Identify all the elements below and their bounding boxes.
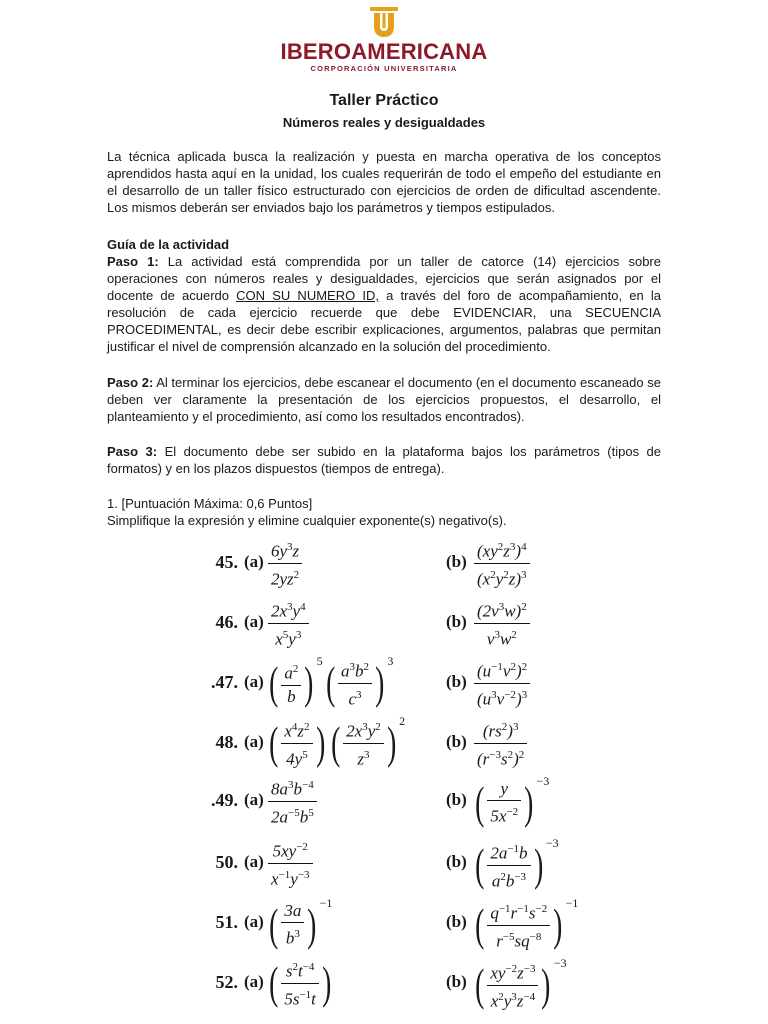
- exercise-number: 50.: [215, 852, 238, 872]
- paso-1-text-a: La actividad está comprendida por un taller de catorce (14) ejercicios sobre operaciones con números reales y desigualdades, ejercicios que serán asignados por el docente de acuerdo: [107, 254, 661, 303]
- part-b-label: (b): [446, 790, 467, 809]
- intro-paragraph: [107, 148, 661, 216]
- part-b-label: (b): [446, 672, 467, 691]
- part-a-label: (a): [244, 852, 264, 871]
- expression-48a: ( $\frac{x^4z^2}{4y^5}$ ) ( $\frac{2x^3y^2}{z^3}$ ) $^2$: [269, 714, 406, 769]
- activity-guide: [107, 236, 661, 355]
- expression-51a: ( $\frac{3a}{b^3}$ ) $^{-1}$: [269, 896, 333, 951]
- paso-2-label: Paso 2:: [107, 375, 154, 390]
- university-shield-icon: [368, 6, 400, 40]
- part-b-label: (b): [446, 552, 467, 571]
- expression-52b: ( $\frac{xy^{-2}z^{-3}}{x^2y^3z^{-4}}$ ) $^{-3}$: [475, 956, 567, 1011]
- question-1: [107, 495, 661, 529]
- institution-name: IBEROAMERICANA: [280, 39, 488, 64]
- part-a-label: (a): [244, 912, 264, 931]
- exercise-list: [0, 530, 768, 1024]
- document-subtitle: Números reales y desigualdades: [282, 115, 486, 130]
- question-1-heading: 1. [Puntuación Máxima: 0,6 Puntos]: [107, 496, 313, 511]
- exercise-number: 48.: [215, 732, 238, 752]
- paso-3: [107, 443, 661, 477]
- institution-logo: [0, 6, 768, 74]
- expression-47b: $\frac{(u^{-1}v^2)^2}{(u^3v^{-2})^3}$: [474, 656, 530, 710]
- expression-47a: ( $\frac{a^2}{b}$ ) $^5$( $\frac{a^3b^2}{c^3}$ ) $^3$: [269, 654, 394, 709]
- expression-49b: ( $\frac{y}{5x^{-2}}$ ) $^{-3}$: [475, 774, 550, 829]
- exercise-number: 46.: [215, 612, 238, 632]
- paso-1-text-b: a través del foro de acompañamiento, en la resolución de cada ejercicio recuerde que debe EVIDENCIAR, una SECUENCIA PROCEDIMENTAL, es decir debe escribir explicaciones, argumentos, palabras que permitan justificar el nivel de comprensión alcanzado en la solución del procedimiento.: [107, 288, 661, 354]
- institution-subtitle: CORPORACIÓN UNIVERSITARIA: [310, 64, 458, 73]
- expression-45b: $\frac{(xy^2z^3)^4}{(x^2y^2z)^3}$: [474, 536, 530, 590]
- paso-2-text: Al terminar los ejercicios, debe escanear el documento (en el documento escaneado se deben ver claramente la presentación de los ejercicios propuestos, el desarrollo, el planteamiento y el procedimiento, así como los resultados encontrados).: [107, 375, 661, 424]
- document-title: Taller Práctico: [329, 92, 439, 109]
- paso-1-underline: CON SU NUMERO ID,: [236, 288, 379, 303]
- expression-46a: $\frac{2x^3y^4}{x^5y^3}$: [268, 596, 309, 650]
- expression-50a: $\frac{5xy^{-2}}{x^{-1}y^{-3}}$: [268, 836, 313, 890]
- paso-1: [107, 253, 661, 355]
- expression-45a: $\frac{6y^3z}{2yz^2}$: [268, 536, 302, 590]
- part-a-label: (a): [244, 672, 264, 691]
- exercise-number: 52.: [215, 972, 238, 992]
- guide-heading: Guía de la actividad: [107, 237, 230, 252]
- intro-text: La técnica aplicada busca la realización y puesta en marcha operativa de los conceptos aprendidos hasta aquí en la unidad, los cuales requerirán de todo el empeño del estudiante en el desarrollo de un taller físico estructurado con ejercicios de orden de dificultad ascendente. Los mismos deberán ser enviados bajo los parámetros y tiempos estipulados.: [107, 149, 661, 215]
- paso-3-label: Paso 3:: [107, 444, 158, 459]
- part-a-label: (a): [244, 732, 264, 751]
- paso-1-label: Paso 1:: [107, 254, 159, 269]
- paso-3-text: El documento debe ser subido en la plataforma bajos los parámetros (tipos de formatos) y en los plazos dispuestos (tiempos de entrega).: [107, 444, 661, 476]
- expression-50b: ( $\frac{2a^{-1}b}{a^2b^{-3}}$ ) $^{-3}$: [475, 836, 559, 891]
- paso-2: [107, 374, 661, 425]
- exercise-number: 51.: [215, 912, 238, 932]
- expression-46b: $\frac{(2v^3w)^2}{v^3w^2}$: [474, 596, 530, 650]
- part-b-label: (b): [446, 912, 467, 931]
- part-b-label: (b): [446, 972, 467, 991]
- part-b-label: (b): [446, 732, 467, 751]
- expression-49a: $\frac{8a^3b^{-4}}{2a^{-5}b^5}$: [268, 774, 317, 828]
- part-a-label: (a): [244, 552, 264, 571]
- exercise-number: .47.: [211, 672, 238, 692]
- expression-51b: ( $\frac{q^{-1}r^{-1}s^{-2}}{r^{-5}sq^{-8}}$ ) $^{-1}$: [475, 896, 579, 951]
- question-1-instruction: Simplifique la expresión y elimine cualquier exponente(s) negativo(s).: [107, 513, 507, 528]
- exercise-number: .49.: [211, 790, 238, 810]
- part-a-label: (a): [244, 790, 264, 809]
- part-a-label: (a): [244, 612, 264, 631]
- exercise-number: 45.: [215, 552, 238, 572]
- part-a-label: (a): [244, 972, 264, 991]
- part-b-label: (b): [446, 852, 467, 871]
- part-b-label: (b): [446, 612, 467, 631]
- expression-52a: ( $\frac{s^2t^{-4}}{5s^{-1}t}$ ): [269, 957, 332, 1009]
- expression-48b: $\frac{(rs^2)^3}{(r^{-3}s^2)^2}$: [474, 716, 527, 770]
